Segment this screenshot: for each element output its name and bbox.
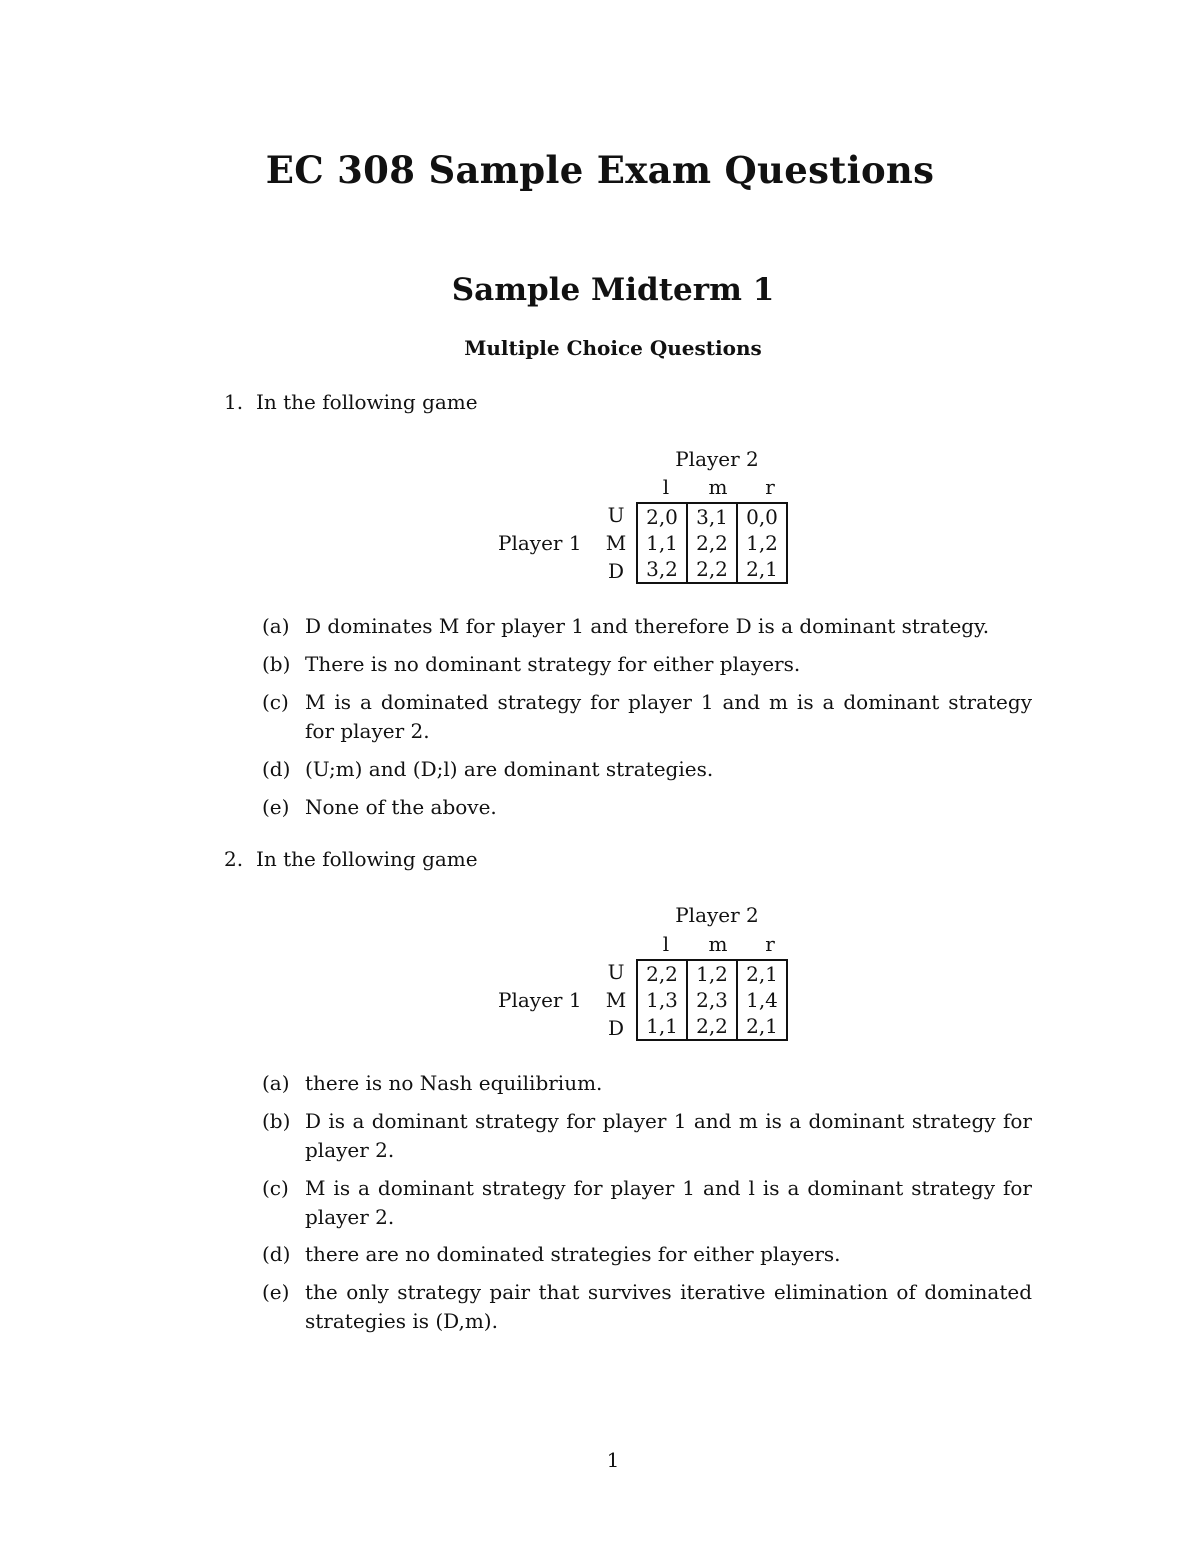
column-header: m	[708, 475, 728, 499]
option-item	[262, 688, 1032, 746]
payoff-cell: 1,1	[637, 530, 687, 556]
table-row	[637, 960, 787, 987]
payoff-cell: 2,3	[687, 987, 737, 1013]
payoff-cell: 2,2	[687, 1013, 737, 1040]
option-text: (U;m) and (D;l) are dominant strategies.	[305, 757, 714, 781]
option-text: D is a dominant strategy for player 1 and m is a dominant strategy for player 2.	[305, 1109, 1032, 1162]
column-header: r	[765, 932, 775, 956]
column-header: l	[662, 475, 670, 499]
player-2-label: Player 2	[675, 903, 759, 927]
option-label: (c)	[262, 690, 289, 714]
player-2-label: Player 2	[675, 447, 759, 471]
payoff-table	[636, 502, 788, 584]
option-item	[262, 1240, 1032, 1269]
option-label: (e)	[262, 1280, 290, 1304]
option-label: (b)	[262, 652, 291, 676]
option-text: M is a dominated strategy for player 1 and m is a dominant strategy for player 2.	[305, 690, 1032, 743]
payoff-table	[636, 959, 788, 1041]
table-row	[637, 503, 787, 530]
row-label: M	[605, 988, 627, 1012]
column-header: r	[765, 475, 775, 499]
payoff-cell: 2,1	[737, 556, 787, 583]
row-label: U	[607, 960, 625, 984]
payoff-cell: 2,0	[637, 503, 687, 530]
payoff-cell: 1,1	[637, 1013, 687, 1040]
option-text: there are no dominated strategies for either players.	[305, 1242, 841, 1266]
option-label: (d)	[262, 757, 291, 781]
row-label: D	[607, 1016, 625, 1040]
payoff-cell: 2,2	[687, 556, 737, 583]
payoff-cell: 1,2	[737, 530, 787, 556]
option-item	[262, 1069, 1032, 1098]
option-item	[262, 612, 1032, 641]
option-label: (e)	[262, 795, 290, 819]
option-text: there is no Nash equilibrium.	[305, 1071, 603, 1095]
option-item	[262, 755, 1032, 784]
table-row	[637, 1013, 787, 1040]
page-number: 1	[606, 1448, 620, 1472]
column-header: l	[662, 932, 670, 956]
row-label: U	[607, 503, 625, 527]
table-row	[637, 556, 787, 583]
payoff-cell: 2,2	[637, 960, 687, 987]
document-title: EC 308 Sample Exam Questions	[265, 148, 935, 192]
player-1-label: Player 1	[498, 531, 582, 555]
payoff-cell: 1,2	[687, 960, 737, 987]
payoff-cell: 3,2	[637, 556, 687, 583]
option-text: None of the above.	[305, 795, 497, 819]
option-label: (c)	[262, 1176, 289, 1200]
exam-subtitle: Sample Midterm 1	[451, 272, 775, 308]
payoff-cell: 3,1	[687, 503, 737, 530]
question-2	[224, 847, 478, 871]
option-item	[262, 1174, 1032, 1232]
column-header: m	[708, 932, 728, 956]
player-1-label: Player 1	[498, 988, 582, 1012]
payoff-cell: 1,3	[637, 987, 687, 1013]
payoff-cell: 1,4	[737, 987, 787, 1013]
question-number: 1.	[224, 390, 244, 414]
question-number: 2.	[224, 847, 244, 871]
payoff-cell: 2,1	[737, 1013, 787, 1040]
section-heading: Multiple Choice Questions	[464, 336, 762, 360]
option-text: M is a dominant strategy for player 1 and l is a dominant strategy for player 2.	[305, 1176, 1032, 1229]
option-text: D dominates M for player 1 and therefore D is a dominant strategy.	[305, 614, 990, 638]
option-label: (a)	[262, 614, 290, 638]
row-label: D	[607, 559, 625, 583]
payoff-cell: 2,1	[737, 960, 787, 987]
payoff-cell: 2,2	[687, 530, 737, 556]
option-item	[262, 1107, 1032, 1165]
question-1	[224, 390, 478, 414]
option-label: (d)	[262, 1242, 291, 1266]
question-prompt: In the following game	[256, 847, 478, 871]
row-label: M	[605, 531, 627, 555]
option-item	[262, 650, 1032, 679]
table-row	[637, 530, 787, 556]
option-text: the only strategy pair that survives iterative elimination of dominated strategies is (D,m).	[305, 1280, 1032, 1333]
question-prompt: In the following game	[256, 390, 478, 414]
option-text: There is no dominant strategy for either players.	[305, 652, 801, 676]
option-item	[262, 1278, 1032, 1336]
option-label: (a)	[262, 1071, 290, 1095]
payoff-cell: 0,0	[737, 503, 787, 530]
option-item	[262, 793, 1032, 822]
table-row	[637, 987, 787, 1013]
option-label: (b)	[262, 1109, 291, 1133]
